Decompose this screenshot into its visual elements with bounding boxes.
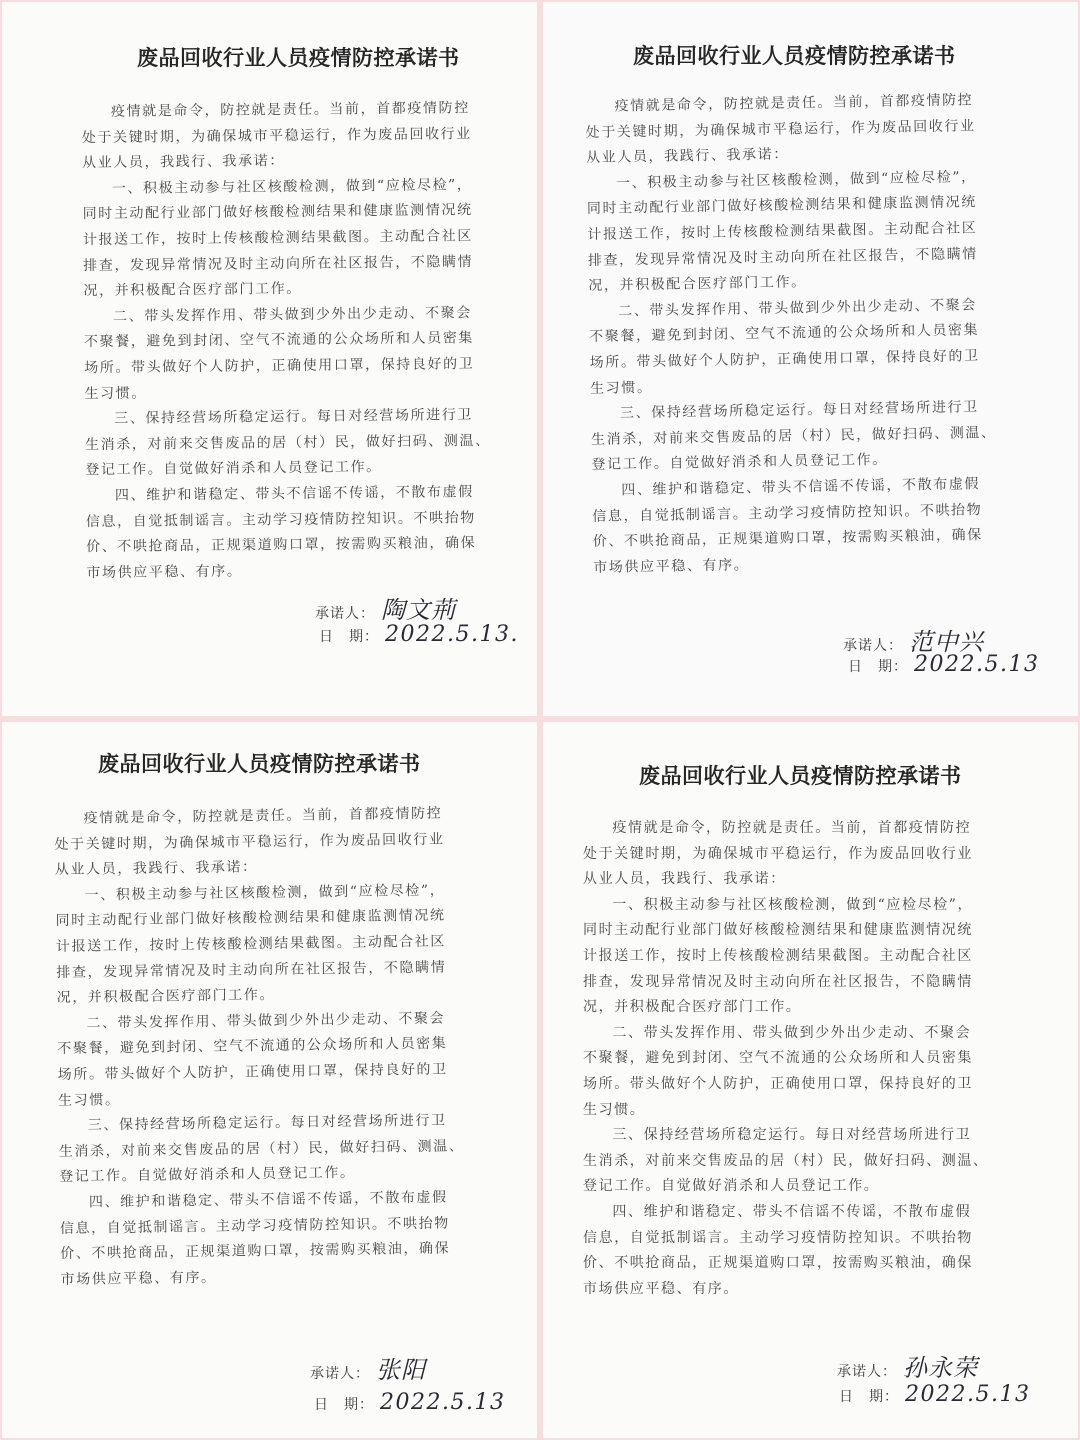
date-row	[314, 1390, 505, 1415]
body-line: 信息，自觉抵制谣言。主动学习疫情防控知识。不哄抬物	[583, 1229, 973, 1246]
body-line: 四、维护和谐稳定、带头不信谣不传谣，不散布虚假	[88, 1189, 448, 1211]
body-line: 同时主动配行业部门做好核酸检测结果和健康监测情况统	[586, 194, 978, 218]
body-line: 从业人员，我践行、我承诺：	[583, 871, 786, 888]
body-line: 从业人员，我践行、我承诺：	[54, 859, 258, 879]
body-line: 信息，自觉抵制谣言。主动学习疫情防控知识。不哄抬物	[85, 509, 476, 530]
body-line: 二、带头发挥作用、带头做到少外出少走动、不聚会	[612, 1024, 972, 1041]
body-line: 市场供应平稳、有序。	[60, 1269, 217, 1288]
document-body	[81, 96, 492, 587]
body-line: 登记工作。自觉做好消杀和人员登记工作。	[85, 459, 382, 479]
body-line: 市场供应平稳、有序。	[86, 563, 243, 581]
date-label: 日 期：	[319, 629, 379, 645]
body-line: 一、积极主动参与社区核酸检测，做到“应检尽检”，	[111, 176, 473, 197]
body-line: 生消杀，对前来交售废品的居（村）民，做好扫码、测温、	[590, 424, 997, 448]
body-line: 排查，发现异常情况及时主动向所在社区报告，不隐瞒情	[83, 253, 474, 274]
body-line: 三、保持经营场所稳定运行。每日对经营场所进行卫	[619, 399, 979, 422]
body-line: 不聚餐，避免到封闭、空气不流通的公众场所和人员密集	[583, 1050, 973, 1067]
handwritten-date: 2022.5.13	[380, 1390, 506, 1415]
body-line: 三、保持经营场所稳定运行。每日对经营场所进行卫	[87, 1112, 447, 1134]
body-line: 四、维护和谐稳定、带头不信谣不传谣，不散布虚假	[621, 476, 981, 499]
body-line: 生消杀，对前来交售废品的居（村）民，做好扫码、测温、	[84, 432, 491, 453]
body-line: 场所。带头做好个人防护，正确使用口罩，保持良好的卫	[589, 348, 980, 371]
body-line: 排查，发现异常情况及时主动向所在社区报告，不隐瞒情	[587, 245, 978, 269]
body-line: 排查，发现异常情况及时主动向所在社区报告，不隐瞒情	[56, 959, 447, 981]
pledge-document-2	[543, 2, 1078, 716]
body-line: 况，并积极配合医疗部门工作。	[56, 987, 276, 1007]
body-line: 四、维护和谐稳定、带头不信谣不传谣，不散布虚假	[114, 483, 474, 504]
pledge-document-1	[2, 2, 537, 716]
signer-label: 承诺人：	[315, 606, 375, 622]
document-title: 废品回收行业人员疫情防控承诺书	[639, 764, 962, 788]
body-line: 登记工作。自觉做好消杀和人员登记工作。	[591, 452, 888, 474]
body-line: 不聚餐，避免到封闭、空气不流通的公众场所和人员密集	[57, 1035, 448, 1058]
body-line: 处于关键时期，为确保城市平稳运行，作为废品回收行业	[585, 117, 976, 141]
body-line: 价、不哄抢商品，正规渠道购口罩，按需购买粮油，确保	[583, 1255, 973, 1272]
document-body	[585, 88, 999, 581]
signer-row	[315, 590, 456, 625]
body-line: 二、带头发挥作用、带头做到少外出少走动、不聚会	[618, 296, 978, 320]
document-body	[54, 801, 466, 1293]
document-title: 废品回收行业人员疫情防控承诺书	[633, 44, 956, 68]
body-line: 二、带头发挥作用、带头做到少外出少走动、不聚会	[86, 1010, 446, 1032]
body-line: 场所。带头做好个人防护，正确使用口罩，保持良好的卫	[583, 1075, 973, 1092]
body-line: 生习惯。	[583, 1101, 646, 1118]
body-line: 生消杀，对前来交售废品的居（村）民，做好扫码、测温、	[58, 1138, 465, 1160]
body-line: 疫情就是命令，防控就是责任。当前，首都疫情防控	[614, 92, 974, 115]
body-line: 计报送工作，按时上传核酸检测结果截图。主动配合社区	[82, 228, 473, 249]
body-line: 市场供应平稳、有序。	[583, 1280, 739, 1297]
date-row	[839, 1382, 1030, 1407]
body-line: 疫情就是命令，防控就是责任。当前，首都疫情防控	[83, 805, 443, 827]
body-line: 一、积极主动参与社区核酸检测，做到“应检尽检”，	[612, 896, 974, 913]
date-label: 日 期：	[848, 659, 908, 675]
body-line: 登记工作。自觉做好消杀和人员登记工作。	[59, 1165, 356, 1186]
body-line: 生习惯。	[84, 384, 148, 402]
body-line: 处于关键时期，为确保城市平稳运行，作为废品回收行业	[54, 831, 445, 853]
body-line: 同时主动配行业部门做好核酸检测结果和健康监测情况统	[55, 907, 446, 930]
body-line: 四、维护和谐稳定、带头不信谣不传谣，不散布虚假	[612, 1203, 972, 1220]
document-title: 废品回收行业人员疫情防控承诺书	[137, 46, 460, 70]
signer-label: 承诺人：	[310, 1366, 370, 1382]
signer-row	[310, 1350, 426, 1385]
body-line: 二、带头发挥作用、带头做到少外出少走动、不聚会	[113, 304, 473, 325]
pledge-document-3	[2, 722, 537, 1438]
body-line: 价、不哄抢商品，正规渠道购口罩，按需购买粮油，确保	[592, 527, 983, 551]
body-line: 况，并积极配合医疗部门工作。	[588, 274, 807, 295]
body-line: 价、不哄抢商品，正规渠道购口罩，按需购买粮油，确保	[86, 535, 477, 556]
signer-row	[837, 1348, 978, 1383]
body-line: 一、积极主动参与社区核酸检测，做到“应检尽检”，	[615, 168, 977, 192]
body-line: 生消杀，对前来交售废品的居（村）民，做好扫码、测温、	[583, 1152, 989, 1169]
body-line: 同时主动配行业部门做好核酸检测结果和健康监测情况统	[82, 202, 473, 223]
pledge-document-4	[543, 722, 1078, 1438]
body-line: 处于关键时期，为确保城市平稳运行，作为废品回收行业	[81, 125, 472, 146]
body-line: 场所。带头做好个人防护，正确使用口罩，保持良好的卫	[57, 1061, 448, 1083]
handwritten-signature: 陶文荊	[381, 596, 456, 624]
body-line: 登记工作。自觉做好消杀和人员登记工作。	[583, 1178, 880, 1195]
document-body	[583, 816, 989, 1302]
body-line: 同时主动配行业部门做好核酸检测结果和健康监测情况统	[583, 922, 973, 939]
body-line: 三、保持经营场所稳定运行。每日对经营场所进行卫	[114, 407, 474, 427]
body-line: 场所。带头做好个人防护，正确使用口罩，保持良好的卫	[84, 355, 475, 377]
handwritten-date: 2022.5.13	[905, 1382, 1031, 1407]
body-line: 信息，自觉抵制谣言。主动学习疫情防控知识。不哄抬物	[592, 501, 983, 525]
body-line: 不聚餐，避免到封闭、空气不流通的公众场所和人员密集	[589, 322, 980, 346]
handwritten-signature: 张阳	[376, 1356, 426, 1384]
body-line: 计报送工作，按时上传核酸检测结果截图。主动配合社区	[587, 220, 978, 243]
body-line: 况，并积极配合医疗部门工作。	[583, 999, 802, 1016]
body-line: 一、积极主动参与社区核酸检测，做到“应检尽检”，	[84, 882, 446, 904]
handwritten-date: 2022.5.13	[914, 652, 1040, 677]
body-line: 排查，发现异常情况及时主动向所在社区报告，不隐瞒情	[583, 973, 973, 990]
signer-label: 承诺人：	[837, 1364, 897, 1380]
body-line: 生习惯。	[589, 379, 653, 397]
body-line: 价、不哄抢商品，正规渠道购口罩，按需购买粮油，确保	[60, 1240, 451, 1263]
handwritten-signature: 孙永荣	[903, 1354, 978, 1382]
document-title: 废品回收行业人员疫情防控承诺书	[98, 752, 421, 776]
body-line: 计报送工作，按时上传核酸检测结果截图。主动配合社区	[55, 933, 447, 955]
body-line: 从业人员，我践行、我承诺：	[585, 146, 790, 167]
body-line: 生习惯。	[57, 1091, 121, 1109]
body-line: 疫情就是命令，防控就是责任。当前，首都疫情防控	[612, 820, 972, 836]
date-row	[319, 622, 519, 647]
body-line: 从业人员，我践行、我承诺：	[82, 153, 286, 172]
body-line: 不聚餐，避免到封闭、空气不流通的公众场所和人员密集	[83, 330, 475, 351]
body-line: 处于关键时期，为确保城市平稳运行，作为废品回收行业	[583, 845, 973, 862]
body-line: 三、保持经营场所稳定运行。每日对经营场所进行卫	[612, 1127, 972, 1144]
date-row	[848, 652, 1039, 677]
body-line: 况，并积极配合医疗部门工作。	[83, 280, 302, 300]
body-line: 信息，自觉抵制谣言。主动学习疫情防控知识。不哄抬物	[59, 1215, 450, 1237]
date-label: 日 期：	[314, 1397, 374, 1413]
handwritten-signature: 范中兴	[909, 628, 984, 656]
body-line: 市场供应平稳、有序。	[593, 556, 750, 576]
body-line: 疫情就是命令，防控就是责任。当前，首都疫情防控	[110, 100, 470, 120]
body-line: 计报送工作，按时上传核酸检测结果截图。主动配合社区	[583, 947, 973, 964]
date-label: 日 期：	[839, 1389, 899, 1405]
signer-label: 承诺人：	[843, 638, 903, 654]
handwritten-date: 2022.5.13.	[385, 622, 519, 647]
